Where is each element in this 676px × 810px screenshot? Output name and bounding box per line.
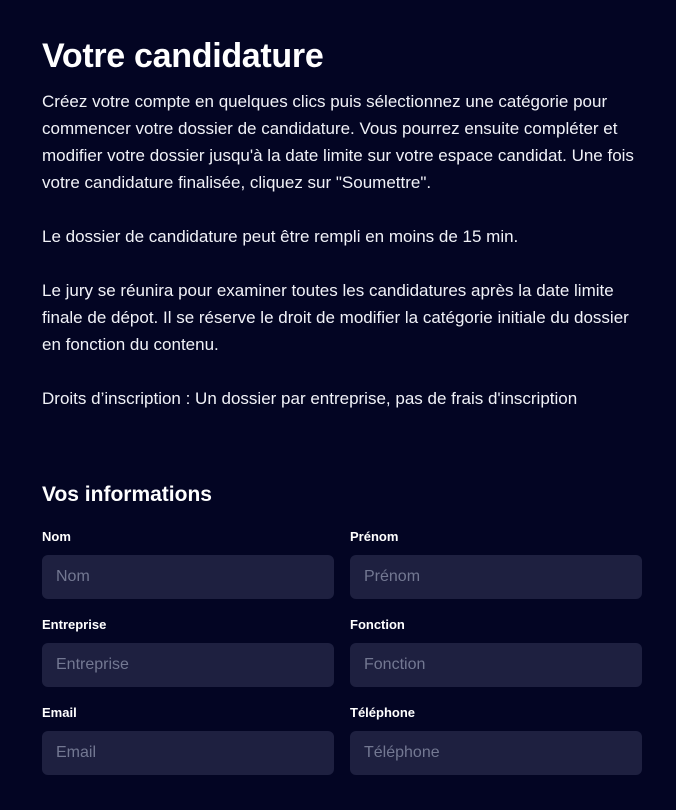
page-title: Votre candidature (42, 37, 324, 75)
application-introduction (42, 88, 642, 412)
first-name-input[interactable] (350, 555, 642, 599)
email-input[interactable] (42, 731, 334, 775)
last-name-field-group (42, 528, 334, 599)
phone-field-group (350, 704, 642, 775)
introduction-paragraph-3: Le jury se réunira pour examiner toutes les candidatures après la date limite finale de dépot. Il se réserve le droit de modifier la catégorie initiale du dossier en fonction du contenu. (42, 281, 629, 354)
company-input[interactable] (42, 643, 334, 687)
personal-information-form (42, 528, 642, 775)
job-title-input[interactable] (350, 643, 642, 687)
last-name-label: Nom (42, 529, 71, 544)
job-title-label: Fonction (350, 617, 405, 632)
job-title-field-group (350, 616, 642, 687)
last-name-input[interactable] (42, 555, 334, 599)
first-name-field-group (350, 528, 642, 599)
phone-input[interactable] (350, 731, 642, 775)
company-label: Entreprise (42, 617, 107, 632)
information-section-title: Vos informations (42, 483, 212, 506)
introduction-paragraph-4: Droits d’inscription : Un dossier par entreprise, pas de frais d'inscription (42, 389, 578, 408)
introduction-paragraph-1: Créez votre compte en quelques clics puis sélectionnez une catégorie pour commencer votre dossier de candidature. Vous pourrez ensuite compléter et modifier votre dossier jusqu'à la date limite sur votre espace candidat. Une fois votre candidature finalisée, cliquez sur "Soumettre". (42, 92, 634, 192)
introduction-paragraph-2: Le dossier de candidature peut être rempli en moins de 15 min. (42, 227, 519, 246)
first-name-label: Prénom (350, 529, 399, 544)
phone-label: Téléphone (350, 705, 416, 720)
company-field-group (42, 616, 334, 687)
email-field-group (42, 704, 334, 775)
email-label: Email (42, 705, 77, 720)
